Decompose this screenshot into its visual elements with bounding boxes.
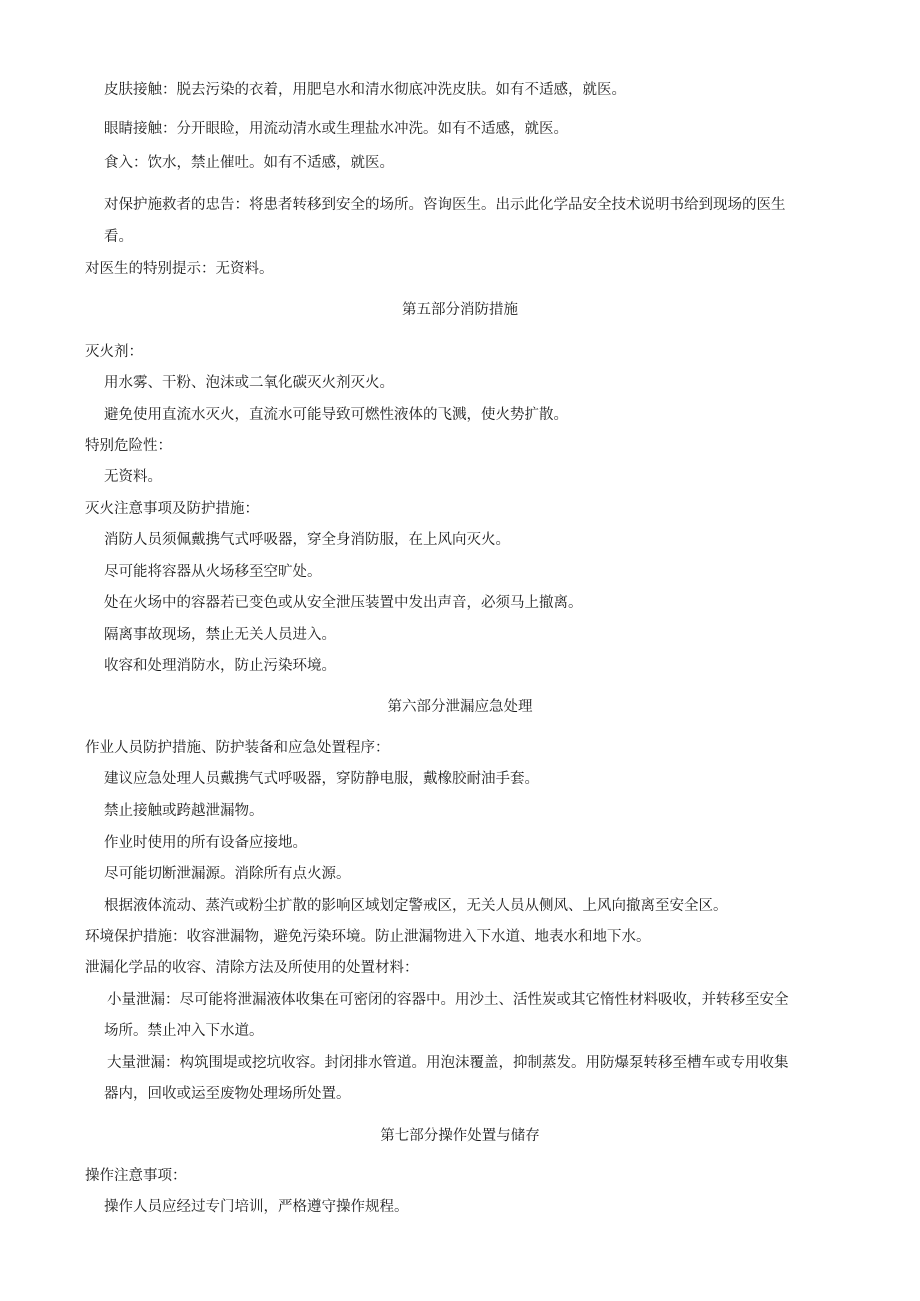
firefighting-precaution-item: 处在火场中的容器若已变色或从安全泄压装置中发出声音，必须马上撤离。 <box>104 595 583 611</box>
section-5-title: 第五部分消防措施 <box>402 302 518 318</box>
skin-contact-text: ：脱去污染的衣着，用肥皂水和清水彻底冲洗皮肤。如有不适感，就医。 <box>162 82 626 98</box>
environment-protection-text: ：收容泄漏物，避免污染环境。防止泄漏物进入下水道、地表水和地下水。 <box>172 929 651 945</box>
rescuer-advice-text: ：将患者转移到安全的场所。咨询医生。出示此化学品安全技术说明书给到现场的医生 <box>234 197 786 213</box>
special-hazard-label: 特别危险性： <box>85 438 172 454</box>
eye-contact-text: ：分开眼睑，用流动清水或生理盐水冲洗。如有不适感，就医。 <box>162 121 568 137</box>
rescuer-advice-cont: 看。 <box>104 229 133 245</box>
rescuer-advice-label: 对保护施救者的忠告 <box>104 197 235 213</box>
rescuer-advice-line <box>104 195 786 215</box>
extinguishing-agent-item: 用水雾、干粉、泡沫或二氧化碳灭火剂灭火。 <box>104 375 394 391</box>
firefighting-precaution-item: 收容和处理消防水，防止污染环境。 <box>104 658 336 674</box>
personnel-protection-item: 禁止接触或跨越泄漏物。 <box>104 803 264 819</box>
environment-protection-label: 环境保护措施 <box>85 929 172 945</box>
large-spill-line: 大量泄漏：构筑围堤或挖坑收容。封闭排水管道。用泡沫覆盖，抑制蒸发。用防爆泵转移至槽车或专用收集 <box>107 1055 789 1071</box>
firefighting-precaution-item: 尽可能将容器从火场移至空旷处。 <box>104 564 322 580</box>
extinguishing-agent-item: 避免使用直流水灭火，直流水可能导致可燃性液体的飞溅，使火势扩散。 <box>104 407 568 423</box>
extinguishing-agent-label: 灭火剂： <box>85 344 143 360</box>
firefighting-precaution-label: 灭火注意事项及防护措施： <box>85 501 259 517</box>
small-spill-line: 小量泄漏：尽可能将泄漏液体收集在可密闭的容器中。用沙土、活性炭或其它惰性材料吸收，并转移至安全 <box>107 992 789 1008</box>
skin-contact-line <box>104 80 626 100</box>
eye-contact-line <box>104 119 568 139</box>
large-spill-cont: 器内，回收或运至废物处理场所处置。 <box>104 1086 351 1102</box>
firefighting-precaution-item: 消防人员须佩戴携气式呼吸器，穿全身消防服，在上风向灭火。 <box>104 532 510 548</box>
firefighting-precaution-item: 隔离事故现场，禁止无关人员进入。 <box>104 627 336 643</box>
handling-precaution-item: 操作人员应经过专门培训，严格遵守操作规程。 <box>104 1199 409 1215</box>
personnel-protection-item: 根据液体流动、蒸汽或粉尘扩散的影响区域划定警戒区，无关人员从侧风、上风向撤离至安全区。 <box>104 898 728 914</box>
eye-contact-label: 眼睛接触 <box>104 121 162 137</box>
personnel-protection-item: 尽可能切断泄漏源。消除所有点火源。 <box>104 866 351 882</box>
ingestion-line: 食入：饮水，禁止催吐。如有不适感，就医。 <box>104 155 394 171</box>
personnel-protection-label: 作业人员防护措施、防护装备和应急处置程序： <box>85 740 390 756</box>
personnel-protection-item: 建议应急处理人员戴携气式呼吸器，穿防静电服，戴橡胶耐油手套。 <box>104 771 539 787</box>
handling-precaution-label: 操作注意事项： <box>85 1168 187 1184</box>
doctor-note-text: ：无资料。 <box>201 261 274 277</box>
cleanup-method-label: 泄漏化学品的收容、清除方法及所使用的处置材料： <box>85 960 419 976</box>
doctor-note-label: 对医生的特别提示 <box>85 261 201 277</box>
environment-protection-line <box>85 927 651 947</box>
small-spill-cont: 场所。禁止冲入下水道。 <box>104 1023 264 1039</box>
section-6-title: 第六部分泄漏应急处理 <box>387 699 533 715</box>
skin-contact-label: 皮肤接触 <box>104 82 162 98</box>
personnel-protection-item: 作业时使用的所有设备应接地。 <box>104 835 307 851</box>
special-hazard-item: 无资料。 <box>104 469 162 485</box>
section-7-title: 第七部分操作处置与储存 <box>380 1128 540 1144</box>
doctor-note-line <box>85 259 274 279</box>
